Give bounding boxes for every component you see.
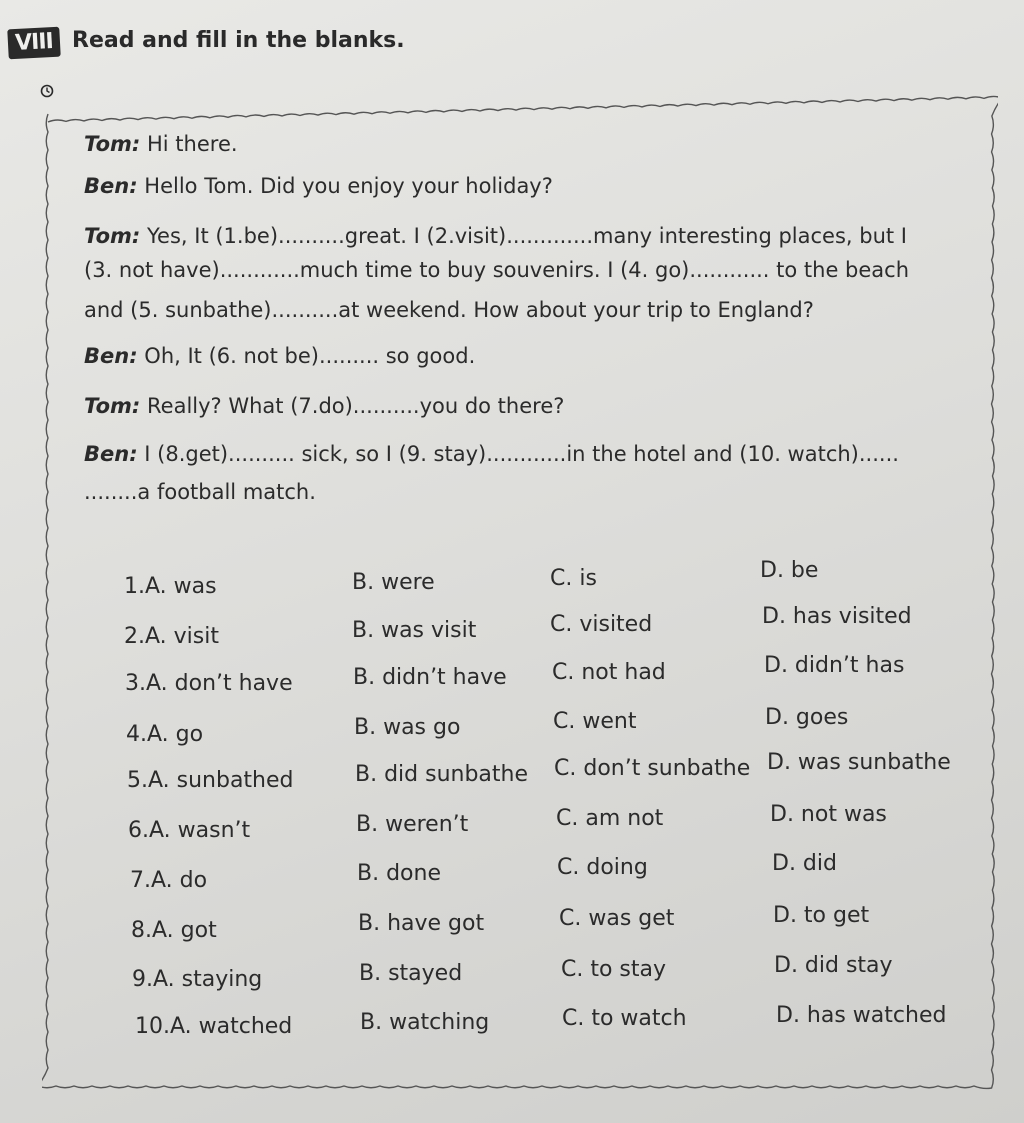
speaker-name: Ben: — [84, 174, 138, 198]
option-c: C. went — [553, 709, 637, 734]
section-number: VIII — [7, 27, 60, 60]
dialogue-line-6 — [84, 344, 475, 369]
option-a: 1.A. was — [124, 574, 217, 599]
dialogue-content: Yes, It (1.be)..........great. I (2.visit).............many interesting places, but I — [140, 224, 907, 248]
speaker-name: Ben: — [84, 442, 138, 466]
option-a: 8.A. got — [131, 918, 217, 943]
option-c: C. was get — [559, 906, 675, 931]
option-d: D. did stay — [774, 953, 893, 978]
option-b: B. watching — [360, 1010, 490, 1035]
dialogue-line-9 — [84, 480, 316, 505]
dialogue-content: Hi there. — [140, 132, 238, 156]
option-b: B. done — [357, 861, 441, 886]
speaker-name: Ben: — [84, 344, 138, 368]
option-c: C. visited — [550, 612, 653, 637]
dialogue-line-3 — [84, 224, 907, 249]
dialogue-content: Really? What (7.do)..........you do there? — [140, 394, 565, 418]
dialogue-line-8 — [84, 442, 899, 467]
option-a: 3.A. don’t have — [125, 671, 293, 696]
speaker-name: Tom: — [84, 224, 141, 248]
option-d: D. not was — [770, 802, 887, 827]
option-d: D. has watched — [776, 1003, 947, 1028]
section-heading — [8, 14, 405, 76]
dialogue-line-7 — [84, 394, 564, 419]
option-d: D. did — [772, 851, 837, 876]
option-c: C. is — [550, 566, 597, 591]
section-badge — [8, 14, 60, 76]
option-b: B. was go — [354, 715, 461, 740]
dialogue-content: Hello Tom. Did you enjoy your holiday? — [137, 174, 553, 198]
dialogue-content: and (5. sunbathe)..........at weekend. How about your trip to England? — [84, 298, 814, 322]
dialogue-content: (3. not have)............much time to buy souvenirs. I (4. go)............ to the beach — [84, 258, 910, 282]
option-a: 5.A. sunbathed — [127, 768, 294, 793]
option-b: B. stayed — [359, 961, 463, 986]
option-d: D. be — [760, 558, 819, 583]
dialogue-content: I (8.get).......... sick, so I (9. stay)............in the hotel and (10. watch)...... — [137, 442, 899, 466]
option-b: B. was visit — [352, 618, 477, 643]
dialogue-content: Oh, It (6. not be)......... so good. — [137, 344, 476, 368]
option-b: B. didn’t have — [353, 665, 507, 690]
option-b: B. were — [352, 570, 435, 595]
speaker-name: Tom: — [84, 132, 141, 156]
option-a: 9.A. staying — [132, 967, 263, 992]
option-a: 2.A. visit — [124, 624, 219, 649]
option-d: D. was sunbathe — [767, 750, 951, 775]
option-b: B. weren’t — [356, 812, 469, 837]
option-a: 4.A. go — [126, 722, 204, 747]
dialogue-line-2 — [84, 174, 553, 199]
dialogue-line-4 — [84, 258, 909, 283]
option-c: C. don’t sunbathe — [554, 756, 751, 781]
option-d: D. didn’t has — [764, 653, 905, 678]
option-b: B. did sunbathe — [355, 762, 529, 787]
option-c: C. doing — [557, 855, 648, 880]
dialogue-line-1 — [84, 132, 238, 157]
option-b: B. have got — [358, 911, 485, 936]
option-c: C. to stay — [561, 957, 667, 982]
dialogue-content: ........a football match. — [84, 480, 316, 504]
option-d: D. to get — [773, 903, 870, 928]
option-d: D. has visited — [762, 604, 912, 629]
section-title: Read and fill in the blanks. — [72, 28, 405, 53]
option-c: C. to watch — [562, 1006, 687, 1031]
option-d: D. goes — [765, 705, 849, 730]
dialogue-line-5 — [84, 298, 814, 323]
option-a: 10.A. watched — [135, 1014, 293, 1039]
option-c: C. am not — [556, 806, 664, 831]
option-c: C. not had — [552, 660, 666, 685]
option-a: 7.A. do — [130, 868, 208, 893]
speaker-name: Tom: — [84, 394, 141, 418]
option-a: 6.A. wasn’t — [128, 818, 251, 843]
